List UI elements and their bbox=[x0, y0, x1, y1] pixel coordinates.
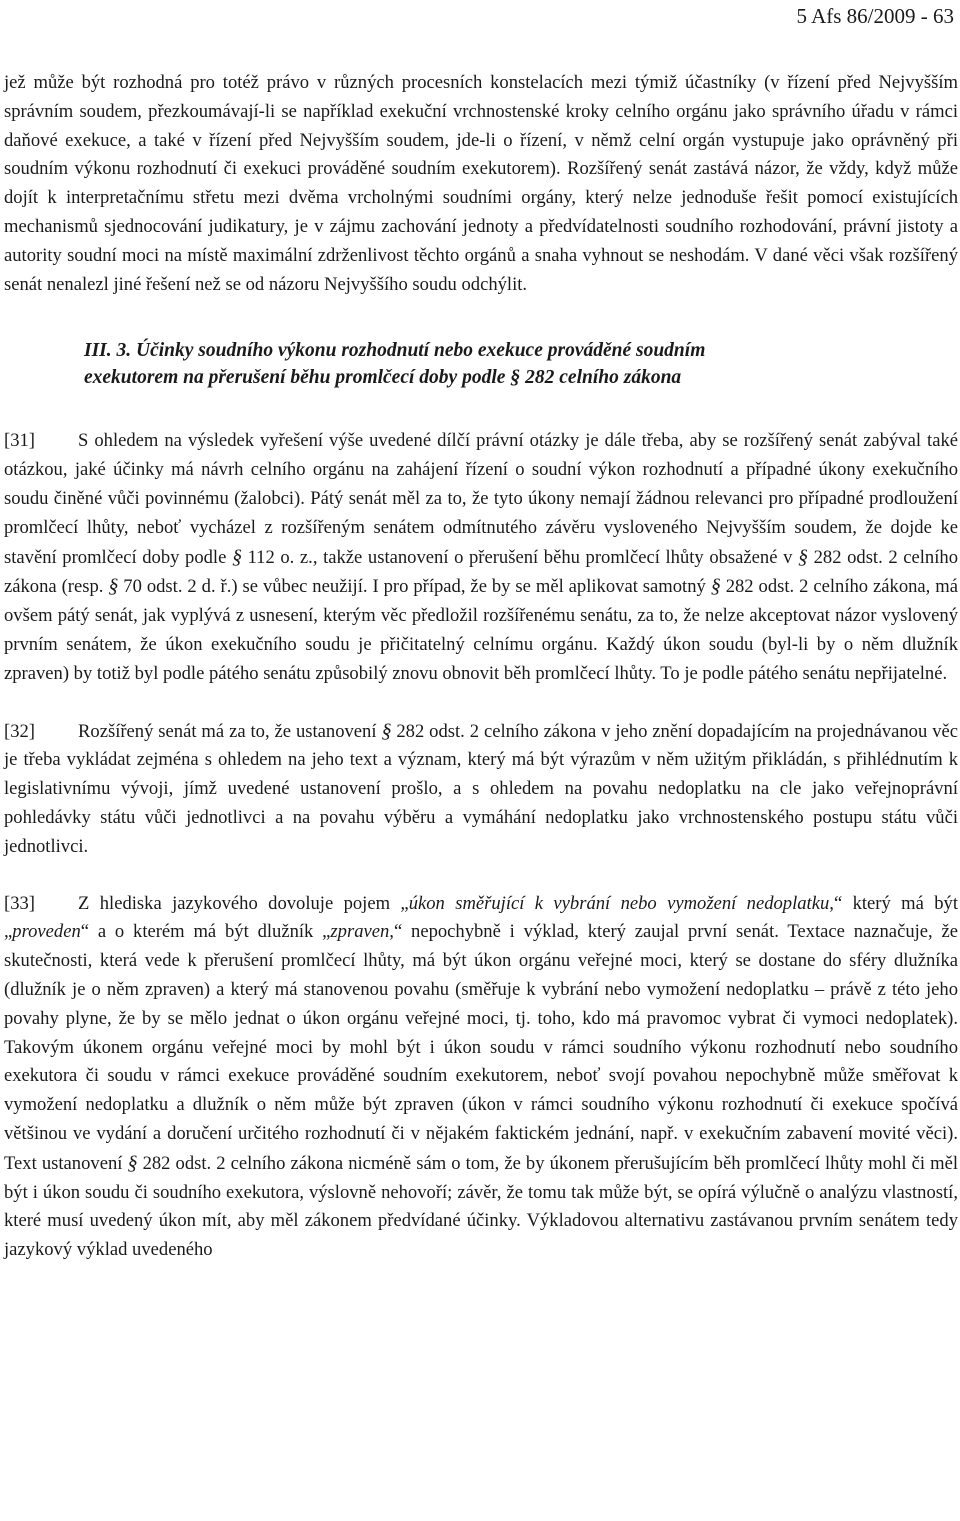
italic-quote: zpraven, bbox=[330, 921, 394, 943]
paragraph-continuation: jež může být rozhodná pro totéž právo v různých procesních konstelacích mezi týmiž účastníky (v řízení před Nejvyšším správním soudem, přezkoumávají-li se například exekuční vrchnostenské kroky celního orgánu jako správního úřadu v rámci daňové exekuce, a také v řízení před Nejvyšším soudem, jde-li o řízení, v němž celní orgán vystupuje jako oprávněný při soudním výkonu rozhodnutí či exekuci prováděné soudním exekutorem). Rozšířený senát zastává názor, že vždy, když může dojít k interpretačnímu střetu mezi dvěma vrcholnými soudními orgány, který nelze jednoduše řešit pomocí existujících mechanismů sjednocování judikatury, je v zájmu zachování jednoty a předvídatelnosti soudního rozhodování, právní jistoty a autority soudní moci na místě maximální zdrženlivost těchto orgánů a snaha vyhnout se neshodám. V dané věci však rozšířený senát nenalezl jiné řešení než se od názoru Nejvyššího soudu odchýlit. bbox=[4, 72, 958, 295]
section-sign: § bbox=[510, 366, 521, 389]
section-sign: § bbox=[797, 545, 808, 568]
paragraph-number: [32] bbox=[4, 720, 35, 742]
italic-quote: úkon směřující k vybrání nebo vymožení nedoplatku, bbox=[408, 892, 834, 914]
document-body bbox=[4, 69, 958, 1265]
section-sign: § bbox=[108, 575, 119, 598]
heading-line-2a: exekutorem na přerušení běhu promlčecí doby podle bbox=[84, 367, 511, 389]
section-sign: § bbox=[127, 1151, 138, 1174]
heading-line-1: III. 3. Účinky soudního výkonu rozhodnutí nebo exekuce prováděné soudním bbox=[84, 340, 706, 362]
section-heading bbox=[4, 337, 958, 391]
paragraph-number: [31] bbox=[4, 430, 35, 452]
italic-quote: proveden bbox=[12, 921, 81, 943]
section-sign: § bbox=[231, 545, 242, 568]
section-sign: § bbox=[710, 575, 721, 598]
page-header: 5 Afs 86/2009 - 63 bbox=[796, 4, 954, 28]
paragraph-31: [31] S ohledem na výsledek vyřešení výše uvedené dílčí právní otázky je dále třeba, aby se rozšířený senát zabýval také otázkou, jaké účinky má návrh celního orgánu na zahájení řízení o soudní výkon rozhodnutí a případné úkony exekučního soudu činěné vůči povinnému (žalobci). Pátý senát měl za to, že tyto úkony nemají žádnou relevanci pro případné prodloužení promlčecí lhůty, neboť vycházel z rozšířeným senátem odmítnutého závěru vysloveného Nejvyšším soudem, že dojde ke stavění promlčecí doby podle § 112 o. z., takže ustanovení o přerušení běhu promlčecí lhůty obsažené v § 282 odst. 2 celního zákona (resp. § 70 odst. 2 d. ř.) se vůbec neužijí. I pro případ, že by se měl aplikovat samotný § 282 odst. 2 celního zákona, má ovšem pátý senát, jak vyplývá z usnesení, kterým věc předložil rozšířenému senátu, za to, že nelze akceptovat názor vyslovený prvním senátem, že úkon exekučního soudu je přičitatelný celnímu orgánu. Každý úkon soudu (byl-li by o něm dlužník zpraven) by totiž byl podle pátého senátu způsobilý znovu obnovit běh promlčecí lhůty. To je podle pátého senátu nepřijatelné. bbox=[4, 427, 958, 688]
heading-line-2b: 282 celního zákona bbox=[520, 367, 682, 389]
paragraph-number: [33] bbox=[4, 892, 35, 914]
paragraph-33: [33] Z hlediska jazykového dovoluje pojem „úkon směřující k vybrání nebo vymožení nedoplatku,“ který má být „proveden“ a o kterém má být dlužník „zpraven,“ nepochybně i výklad, který zaujal první senát. Textace naznačuje, že skutečnosti, která vede k přerušení promlčecí lhůty, má být úkon orgánu veřejné moci, který se dostane do sféry dlužníka (dlužník je o něm zpraven) a který má stanovenou povahu (směřuje k vybrání nebo vymožení nedoplatku – právě z této jeho povahy plyne, že by se mělo jednat o úkon orgánu veřejné moci, tj. toho, kdo má pravomoc vybrat či vymoci nedoplatek). Takovým úkonem orgánu veřejné moci by mohl být i úkon soudu v rámci soudního výkonu rozhodnutí nebo soudního exekutora či soudu v rámci exekuce prováděné soudním exekutorem, neboť svojí povahou nepochybně může směřovat k vymožení nedoplatku a dlužník o něm může být zpraven (úkon v rámci soudního výkonu rozhodnutí či exekuce spočívá většinou ve vydání a doručení určitého rozhodnutí či v nějakém faktickém jednání, např. v exekučním zabavení movité věci). Text ustanovení § 282 odst. 2 celního zákona nicméně sám o tom, že by úkonem přerušujícím běh promlčecí lhůty mohl či měl být i úkon soudu či soudního exekutora, výslovně nehovoří; závěr, že tomu tak může být, se opírá výlučně o analýzu vlastností, které musí uvedený úkon mít, aby měl zákonem předvídané účinky. Výkladovou alternativu zastávanou prvním senátem tedy jazykový výklad uvedeného bbox=[4, 890, 958, 1265]
section-sign: § bbox=[381, 719, 392, 742]
paragraph-32: [32] Rozšířený senát má za to, že ustanovení § 282 odst. 2 celního zákona v jeho znění dopadajícím na projednávanou věc je třeba vykládat zejména s ohledem na jeho text a význam, který má být výrazům v něm užitým přikládán, s přihlédnutím k legislativnímu vývoji, jímž uvedené ustanovení prošlo, a s ohledem na povahu nedoplatku na cle jako veřejnoprávní pohledávky státu vůči jednotlivci a na povahu výběru a vymáhání nedoplatku jako vrchnostenského postupu státu vůči jednotlivci. bbox=[4, 719, 958, 857]
